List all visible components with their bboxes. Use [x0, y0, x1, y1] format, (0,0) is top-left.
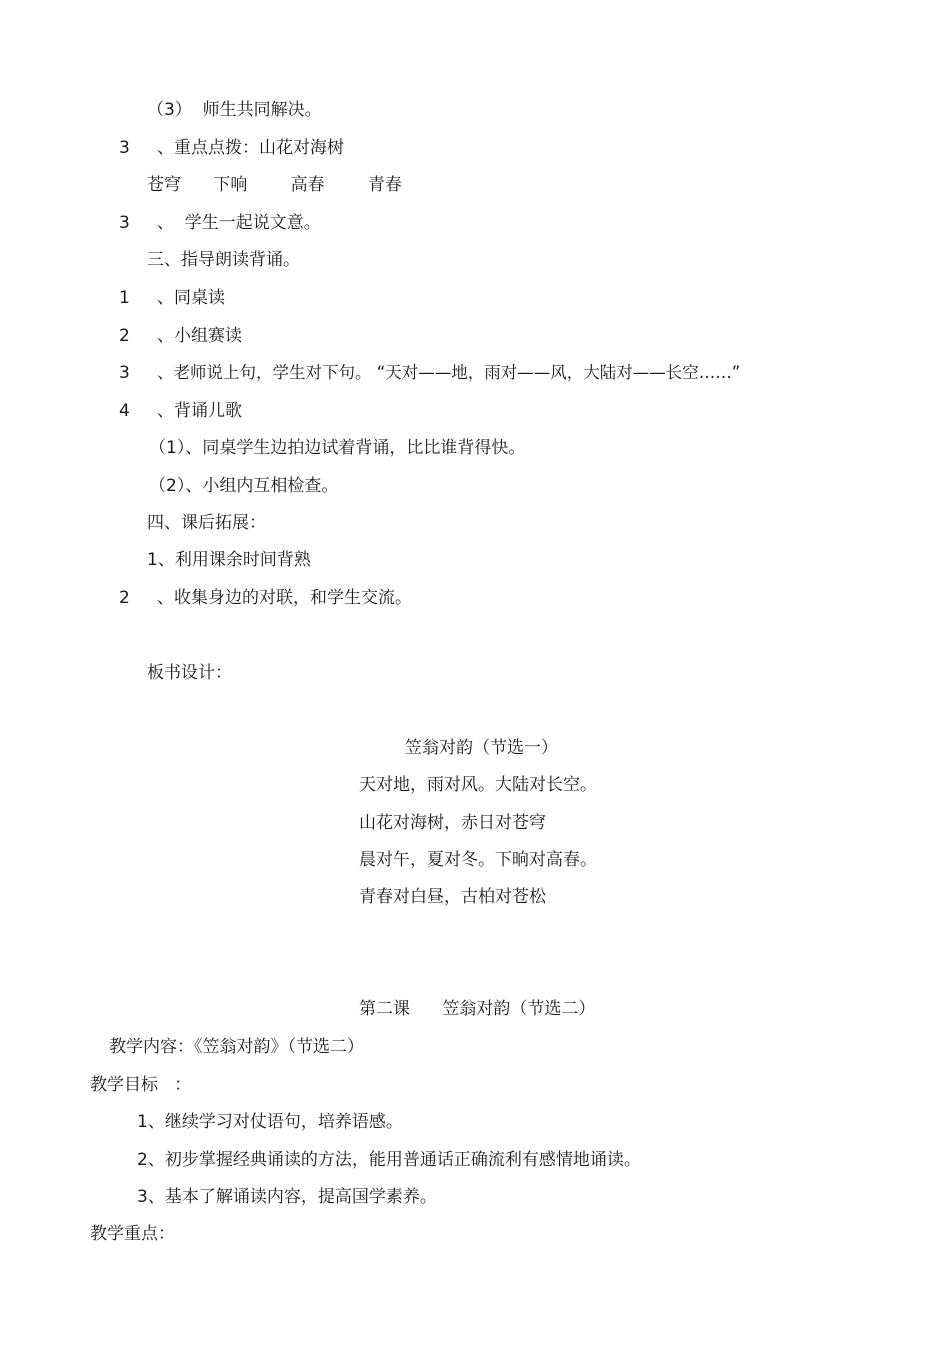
line-text: 板书设计： [147, 663, 232, 683]
line-text: 四、课后拓展： [147, 513, 266, 533]
line-number: 4 [119, 401, 130, 421]
lesson-title: 第二课 笠翁对韵（节选二） [359, 999, 596, 1019]
lesson-content: 教学内容：《笠翁对韵》（节选二） [109, 1037, 364, 1057]
line-text: 、小组赛读 [157, 326, 242, 346]
board-line: 山花对海树，赤日对苍穹 [359, 813, 546, 833]
board-line: 青春对白昼，古柏对苍松 [359, 887, 546, 907]
line-text: 、重点点拨：山花对海树 [157, 138, 344, 158]
line-number: 3 [119, 213, 130, 233]
line-number: 2 [119, 588, 130, 608]
goals-label: 教学目标 ： [90, 1075, 192, 1095]
goal-item: 2、初步掌握经典诵读的方法，能用普通话正确流利有感情地诵读。 [137, 1150, 641, 1170]
line-text: 、 学生一起说文意。 [157, 213, 321, 233]
line-number: 3 [119, 138, 130, 158]
line-text: 、背诵儿歌 [157, 401, 242, 421]
line-text: 、老师说上句，学生对下句。 “天对——地，雨对——风，大陆对——长空……” [157, 363, 741, 382]
line-text: （1）、同桌学生边拍边试着背诵，比比谁背得快。 [149, 438, 526, 458]
board-title: 笠翁对韵（节选一） [405, 738, 558, 758]
line-number: 1 [119, 288, 130, 308]
line-number: 3 [119, 363, 130, 383]
goal-item: 3、基本了解诵读内容，提高国学素养。 [137, 1187, 437, 1207]
line-text: 三、指导朗读背诵。 [147, 250, 300, 270]
goal-item: 1、继续学习对仗语句，培养语感。 [137, 1112, 403, 1132]
line-text: （3） 师生共同解决。 [147, 100, 322, 120]
line-text: 、同桌读 [157, 288, 225, 308]
line-text: （2）、小组内互相检查。 [149, 476, 339, 496]
line-number: 2 [119, 326, 130, 346]
line-text: 、收集身边的对联，和学生交流。 [157, 588, 412, 608]
key-points-label: 教学重点： [90, 1224, 175, 1244]
board-line: 晨对午，夏对冬。下晌对高春。 [359, 850, 597, 870]
line-text: 苍穹 下响 高春 青春 [147, 175, 402, 195]
line-text: 1、利用课余时间背熟 [147, 550, 311, 570]
board-line: 天对地，雨对风。大陆对长空。 [359, 775, 597, 795]
